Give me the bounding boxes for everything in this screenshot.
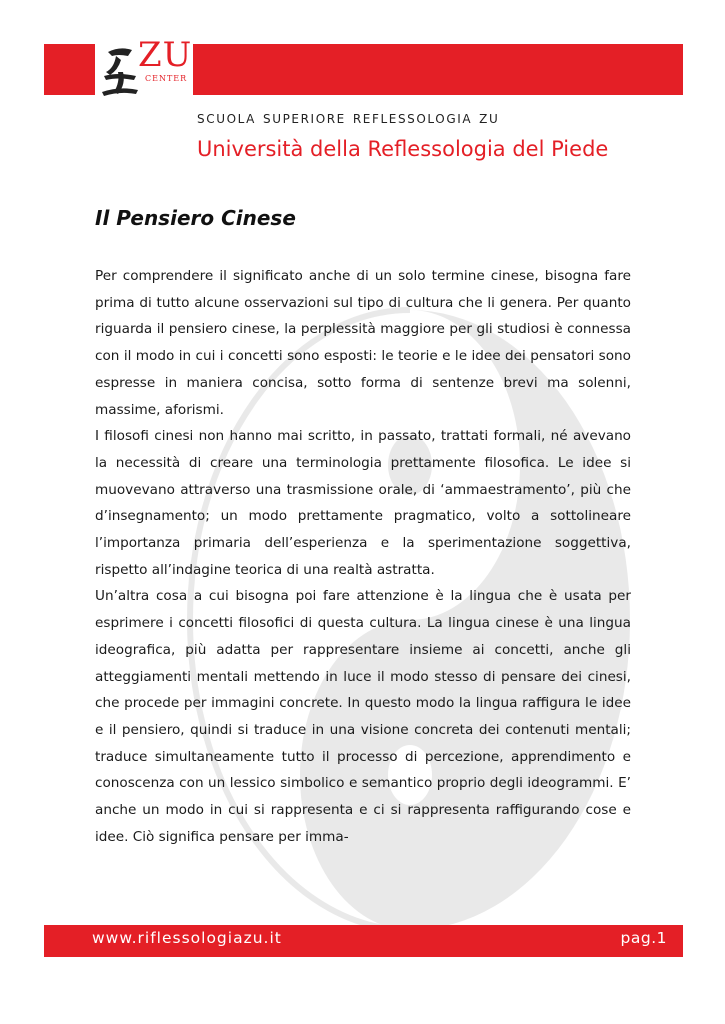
footer-bar <box>44 925 683 957</box>
paragraph: I filosofi cinesi non hanno mai scritto, in passato, trattati formali, né avevano la necessità di creare una terminologia prettamente filosofica. Le idee si muovevano attraverso una trasmissione orale, di ‘ammaestramento’, più che d’insegnamento; un modo prettamente pragmatico, volto a sottolineare l’importanza primaria dell’esperienza e la sperimentazione soggettiva, rispetto all’indagine teorica di una realtà astratta. <box>95 428 631 578</box>
header-left-bar <box>44 44 95 95</box>
university-subtitle: Università della Reflessologia del Piede <box>197 137 609 161</box>
paragraph: Un’altra cosa a cui bisogna poi fare attenzione è la lingua che è usata per esprimere i concetti filosofici di questa cultura. La lingua cinese è una lingua ideografica, più adatta per rappresentare insieme ai concetti, anche gli atteggiamenti mentali mettendo in luce il modo stesso di pensare dei cinesi, che procede per immagini concrete. In questo modo la lingua raffigura le idee e il pensiero, quindi si traduce in una visione concreta dei contenuti mentali; traduce simultaneamente tutto il processo di percezione, apprendimento e conoscenza con un lessico simbolico e semantico proprio degli ideogrammi. E’ anche un modo in cui si rappresenta e ci si rappresenta raffigurando cose e idee. Ciò significa pensare per imma- <box>95 588 631 845</box>
page-number: pag.1 <box>620 929 667 947</box>
logo-text: ZU <box>138 35 193 75</box>
school-name: scuola superiore reflessologia zu <box>197 108 500 128</box>
document-body <box>95 263 631 850</box>
calligraphy-mark-icon <box>98 42 142 98</box>
header-right-bar <box>193 44 683 95</box>
logo-subtext: CENTER <box>145 74 188 83</box>
footer-website-link[interactable]: www.riflessologiazu.it <box>92 929 282 947</box>
document-title: Il Pensiero Cinese <box>95 206 296 230</box>
zu-logo <box>98 35 193 100</box>
paragraph: Per comprendere il significato anche di un solo termine cinese, bisogna fare prima di tutto alcune osservazioni sul tipo di cultura che li genera. Per quanto riguarda il pensiero cinese, la perplessità maggiore per gli studiosi è connessa con il modo in cui i concetti sono esposti: le teorie e le idee dei pensatori sono espresse in maniera concisa, sotto forma di sentenze brevi ma solenni, massime, aforismi. <box>95 268 631 418</box>
